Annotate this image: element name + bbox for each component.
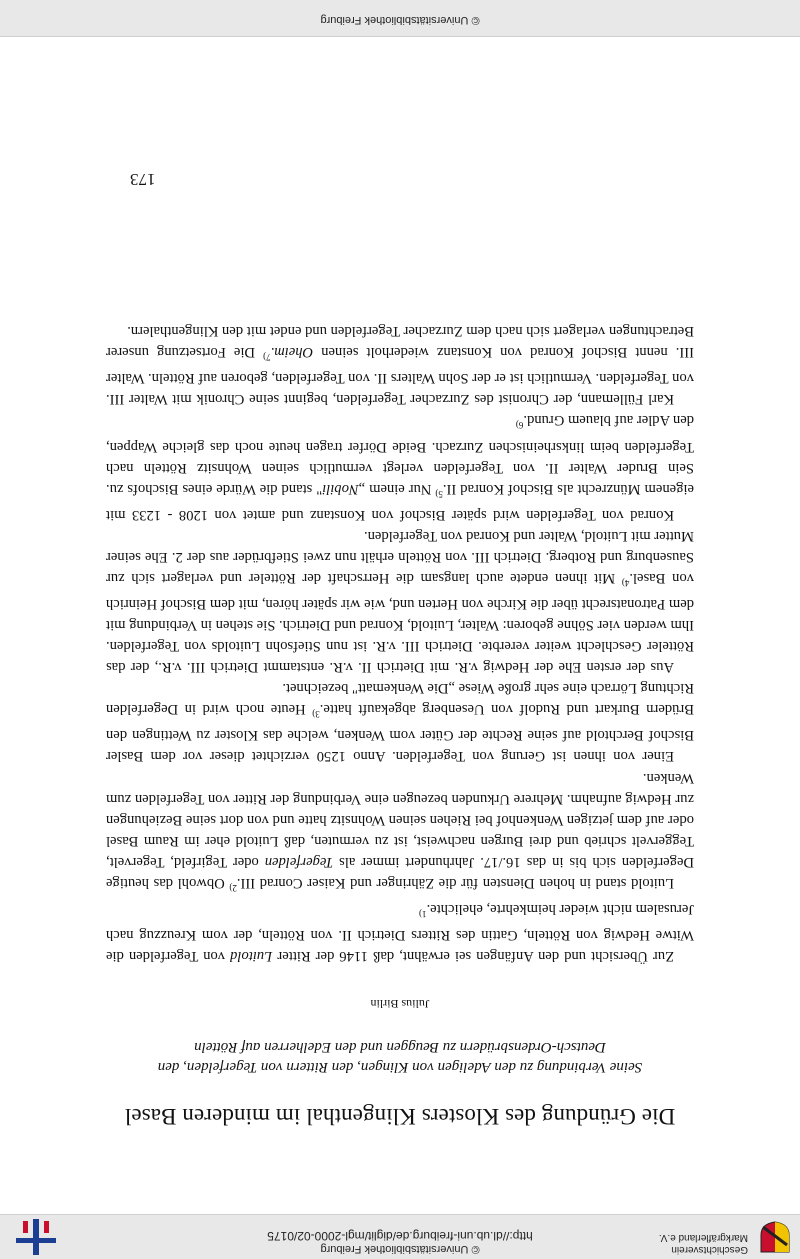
body-paragraph (106, 525, 694, 678)
text-run: Aus der ersten Ehe der Hedwig v.R. mit Dietrich II. v.R. entstammt Dietrich III. v.R., der das Rötteler Geschlecht weiter vererbte. Dietrich III. v.R. ist nun Stiefsohn Luitolds von Tegerfelden. Ihm werden vier Söhne geboren: Walter, Luitold, Konrad und Dietrich. Sie stehen in Verbindung mit dem Patronatsrecht über die Kirche von Herten und, wie wir später hören, mit dem Bischof Heinrich von Basel. (106, 569, 694, 676)
footnote-marker: 3) (312, 709, 320, 720)
body-paragraph (106, 410, 694, 525)
page-number: 173 (130, 170, 156, 189)
article-content (106, 320, 694, 1129)
viewer-footer-bar (0, 0, 800, 37)
text-run: Nur einem „ (358, 480, 436, 497)
italic-term: Luitold (230, 948, 273, 964)
article-title: Die Gründung des Klosters Klingenthal im minderen Basel (124, 1104, 676, 1129)
text-run: Luitold stand in hohen Diensten für die Zähringer und Kaiser Conrad III. (236, 875, 674, 891)
text-run: von Tegerfelden die Witwe Hedwig von Rötteln, Gattin des Ritters Dietrich II. von Rötteln, der vom Kreuzzug nach Jerusalem nicht wieder heimkehrte, ehelichte. (105, 900, 694, 964)
italic-term: Nobili (322, 480, 359, 497)
body-paragraph (106, 898, 694, 966)
footnote-marker: 2) (229, 882, 237, 893)
library-line: © Universitätsbibliothek Freiburg (320, 1243, 480, 1255)
article-author: Julius Birlin (370, 997, 430, 1011)
italic-term: Tegerfelden (264, 853, 334, 870)
text-run: Mit ihnen endete auch langsam die Herrschaft der Rötteler und verlagert sich zur Sausenburg und Rotberg. Dietrich III. von Rötteln erhält nun zwei Stiefbrüder aus der 2. Ehe seiner Mutter mit Luitold, Walter und Konrad von Tegerfelden. (106, 527, 694, 586)
society-name: Geschichtsverein Markgräflerland e.V. (658, 1232, 748, 1255)
text-run: Karl Füllemann, der Chronist des Zurzacher Tegerfelden, beginnt seine Chronik mit Walter III. von Tegerfelden. Vermutlich ist er der Sohn Walters II. von Tegerfelden, geboren auf Rötteln. Walter III. nennt Bischof Konrad von Konstanz wiederholt seinen (106, 344, 694, 408)
body-paragraph (106, 766, 694, 897)
footer-library-credit: © Universitätsbibliothek Freiburg (320, 14, 480, 26)
text-run: Konrad von Tegerfelden wird später Bischof von Konstanz und amtet von 1208 - 1233 mit eigenem Münzrecht als Bischof Konrad II. (106, 480, 694, 523)
university-library-logo-icon (14, 1219, 58, 1255)
body-paragraph (106, 677, 694, 766)
text-run: " stand die Würde eines Bischofs zu. Sein Bruder Walter II. von Tegerfelden verlegt vermutlich seinen Wohnsitz Rötteln nach Tegerfelden beim linksrheinischen Zurzach. Beide Dörfer tragen heute noch das gleiche Wappen, den Adler auf blauem Grund. (106, 412, 694, 497)
italic-term: Oheim. (270, 344, 314, 361)
text-run: oder Tegirfeld, Tegervelt, Teggervelt schrieb und drei Burgen nachweist, ist zu vermuten, daß Luitold eher im Raum Basel oder auf dem jetzigen Wenkenhof bei Riehen seinen Wohnsitz hatte und von dort seine Beziehungen zur Hedwig aufnahm. Mehrere Urkunden bezeugen eine Verbindung der Ritter von Tegerfelden zum Wenken. (106, 769, 694, 870)
document-url[interactable]: http://dl.ub.uni-freiburg.de/diglit/mgl-2000-02/0175 (267, 1229, 533, 1243)
footnote-marker: 6) (515, 420, 524, 431)
text-run: Einer von ihnen ist Gerung von Tegerfelden. Anno 1250 verzichtet dieser vor dem Basler Bischof Berchtold auf seine Rechte der Güter vom Wenken, welche das Kloster zu Wettingen den Brüdern Burkart und Rudolf von Uesenberg abgekauft hatte. (106, 701, 694, 765)
body-paragraph (106, 320, 694, 409)
text-run: Zur Übersicht und den Anfängen sei erwähnt, daß 1146 der Ritter (272, 948, 674, 964)
text-run: Obwohl das heutige Degerfelden sich bis in das 16./17. Jahrhundert immer als (106, 853, 694, 891)
text-run: Heute noch wird in Degerfelden Richtung Lörrach eine sehr große Wiese „Die Wenkematt" bezeichnet. (106, 680, 694, 718)
library-credit (0, 1229, 800, 1255)
article-subtitle: Seine Verbindung zu den Adeligen von Klingen, den Rittern von Tegerfelden, den Deutsch-Ordensbrüdern zu Beuggen und den Edelherren auf Rötteln (157, 1039, 643, 1075)
footnote-marker: 5) (435, 488, 443, 499)
text-run: Die Fortsetzung unserer Betrachtungen verlagert sich nach dem Zurzacher Tegerfelden und endet mit den Klingenthalern. (106, 323, 694, 361)
footnote-marker: 1) (419, 908, 427, 919)
footnote-marker: 7) (263, 352, 271, 363)
viewer-header-bar (0, 1214, 800, 1259)
article-body (106, 320, 694, 966)
footnote-marker: 4) (621, 577, 630, 588)
